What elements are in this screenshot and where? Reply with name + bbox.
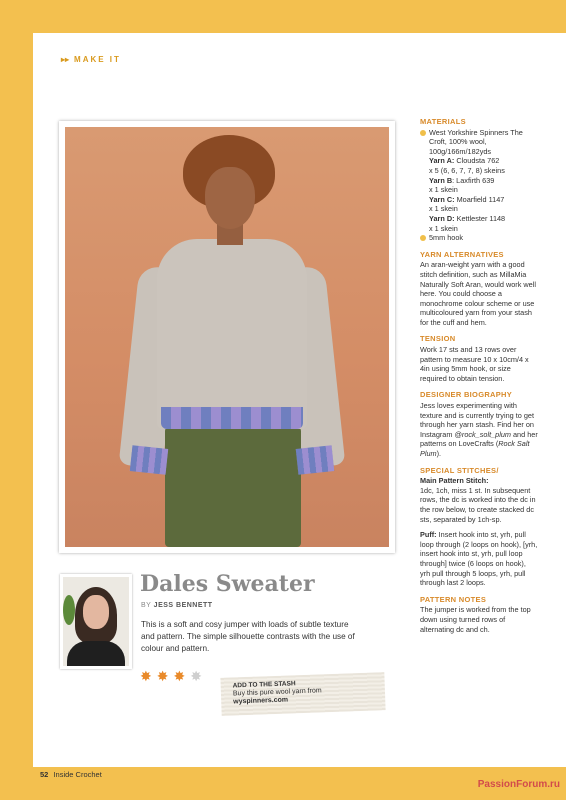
stash-heading: ADD TO THE STASH [232,680,296,690]
shop-name: Rock Salt Plum [420,439,530,458]
yarn-d: Yarn D: Kettlester 1148 [429,213,506,223]
article-title: Dales Sweater [140,571,315,597]
yarn-b-qty: x 1 skein [429,185,458,195]
difficulty-rating [140,669,202,683]
yarn-c: Yarn C: Moarfield 1147 [429,194,505,204]
author-name: JESS BENNETT [153,602,213,609]
star-icon: ✸ [173,668,186,684]
yarn-d-qty: x 1 skein [429,223,458,233]
designer-portrait [60,574,132,669]
photo-face [205,167,255,229]
main-photo [59,121,395,553]
materials-yarn [420,128,538,157]
designer-text: Jess loves experimenting with texture and is currently trying to get through her yarn stash. Find her on Instagram @rock_solt_plum and her patterns on LoveCrafts (Rock Salt Plum). [420,401,538,458]
sidebar [420,117,538,634]
yarn-a-qty: x 5 (6, 6, 7, 7, 8) skeins [429,165,505,175]
photo-cuff-right [296,445,335,475]
section-label [61,55,121,64]
materials-hook [420,233,538,243]
portrait-body [67,641,125,666]
page [33,33,566,767]
tension-text: Work 17 sts and 13 rows over pattern to measure 10 x 10cm/4 x 4in using 5mm hook, or size required to obtain tension. [420,345,529,383]
pattern-notes-text: The jumper is worked from the top down using turned rows of alternating dc and ch. [420,605,531,634]
intro-text: This is a soft and cosy jumper with loads of subtle texture and pattern. The simple silhouette contrasts with the use of colour and pattern. [141,620,355,653]
main-stitch-label: Main Pattern Stitch: [420,476,489,486]
yarn-alternatives-heading: YARN ALTERNATIVES [420,249,504,259]
photo-hem [161,407,303,429]
stash-url[interactable]: wyspinners.com [233,696,289,706]
bullet-icon [420,130,426,136]
page-footer [40,770,102,779]
instagram-handle[interactable]: @rock_solt_plum [454,429,511,439]
stash-box [220,672,385,716]
yarn-a: Yarn A: Cloudsta 762 [429,156,500,166]
page-number: 52 [40,770,49,779]
model-photo [65,127,389,547]
photo-sweater [157,239,307,429]
star-icon: ✸ [190,668,202,684]
byline [141,602,213,609]
puff-stitch: Puff: Insert hook into st, yrh, pull loop through (2 loops on hook), [yrh, insert hook into st, yrh, pull loop through] twice (6 loops on hook), yrh pull through 5 loops, yrh, pull through last 2 loops. [420,530,538,588]
star-icon: ✸ [140,668,152,684]
yarn-c-qty: x 1 skein [429,204,458,214]
magazine-name: Inside Crochet [53,770,102,779]
photo-cuff-left [130,445,169,475]
arrows-icon: ▸▸ [61,55,70,64]
portrait-face [83,595,109,629]
tension-heading: TENSION [420,334,456,344]
special-stitches-heading: SPECIAL STITCHES/ [420,465,499,475]
yarn-b: Yarn B: Laxfirth 639 [429,175,495,185]
hook-size: 5mm hook [429,233,464,243]
main-stitch-text: 1dc, 1ch, miss 1 st. In subsequent rows, the dc is worked into the dc in the row below, to create stacked dc sts, separated by 1ch-sp. [420,485,536,524]
section-label-text: MAKE IT [74,55,121,64]
watermark: PassionForum.ru [477,779,560,790]
bullet-icon [420,235,426,241]
yarn-alternatives-text: An aran-weight yarn with a good stitch definition, such as MillaMia Naturally Soft Aran, would work well here. You could choose a monochrome colour scheme or use multicoloured yarn from your stash for the cuff and hem. [420,260,536,327]
portrait-plant [63,595,75,625]
designer-heading: DESIGNER BIOGRAPHY [420,390,513,400]
materials-heading: MATERIALS [420,117,466,126]
yarn-line: West Yorkshire Spinners The Croft, 100% wool, 100g/166m/182yds [429,127,523,156]
stash-text: Buy this pure wool yarn from [232,687,322,698]
byline-prefix: BY [141,602,152,609]
portrait-image [63,577,129,666]
star-icon: ✸ [156,668,169,684]
photo-pants [165,427,301,547]
pattern-notes-heading: PATTERN NOTES [420,594,487,604]
